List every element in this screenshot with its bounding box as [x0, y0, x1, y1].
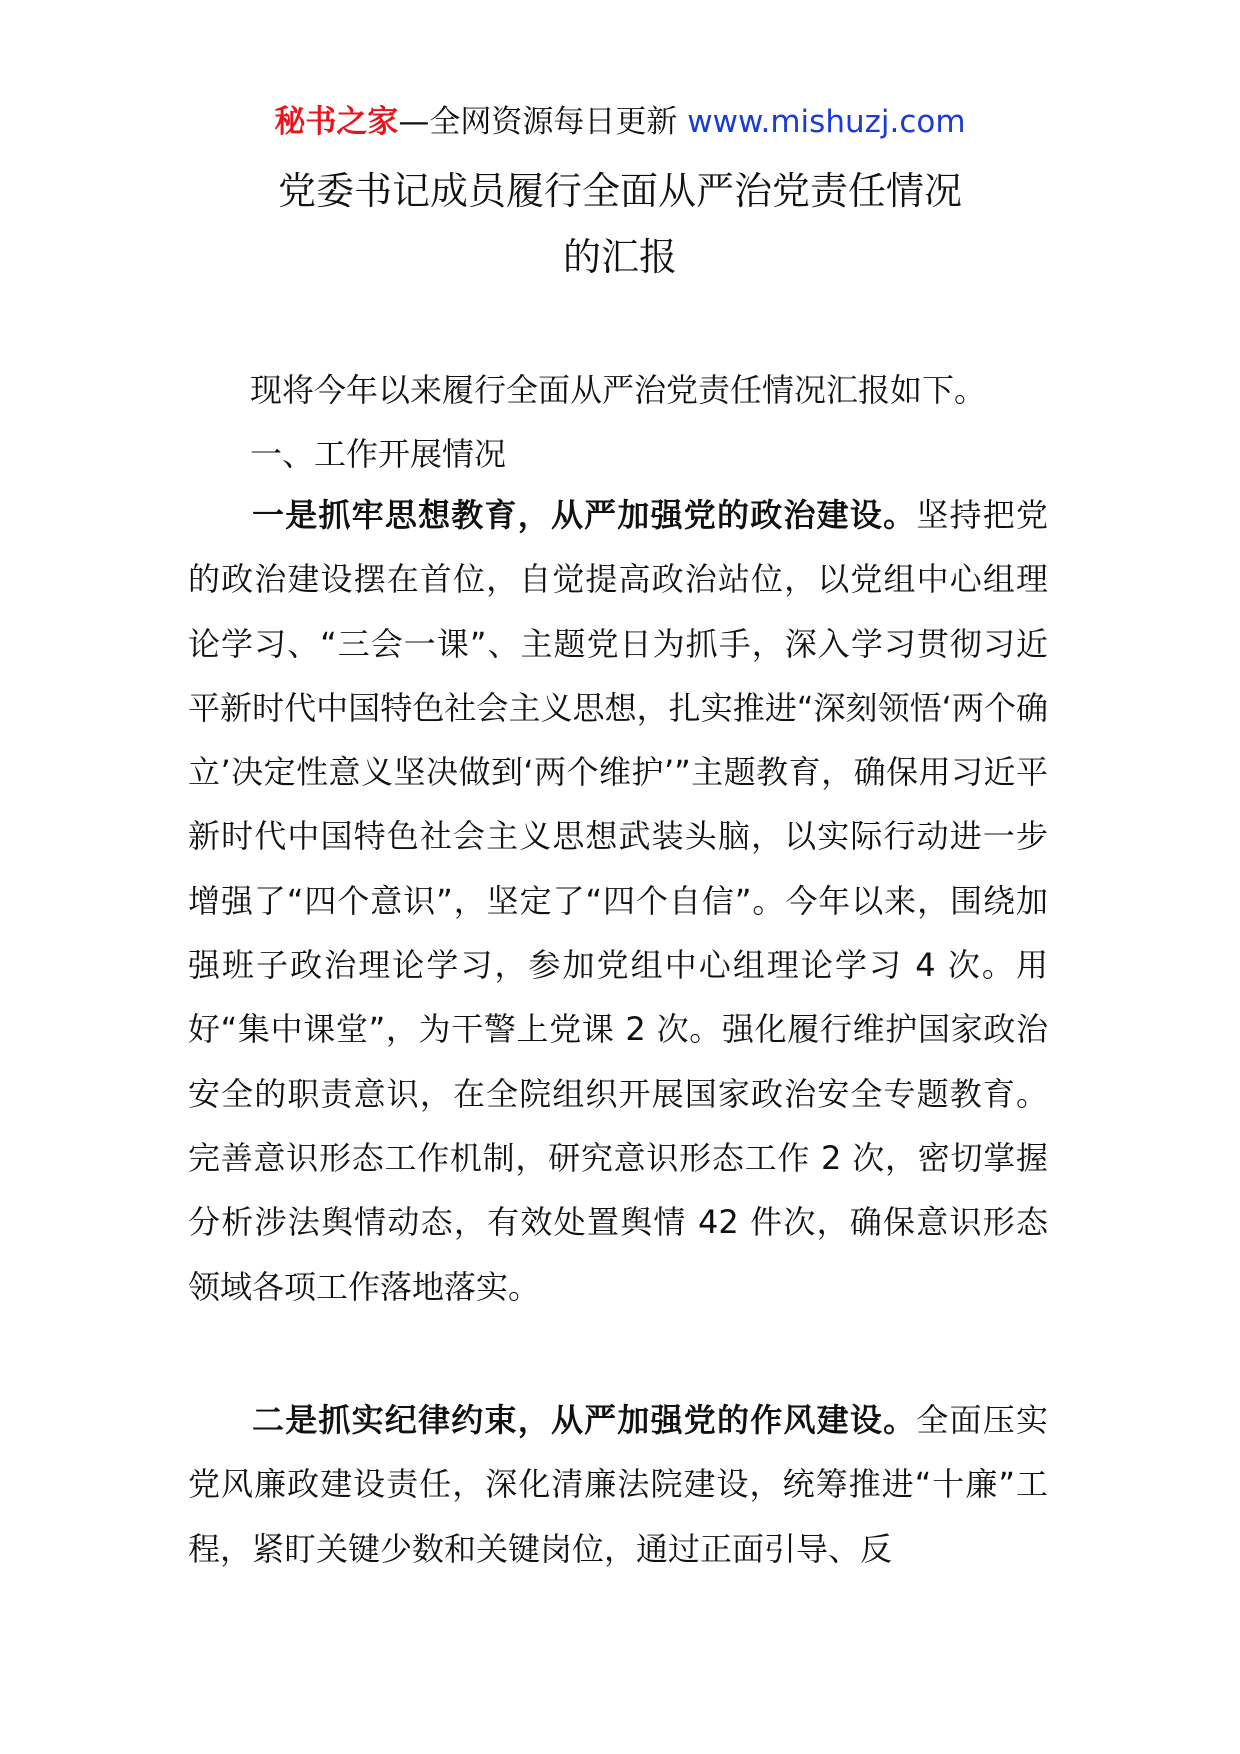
document-title-line-2: 的汇报	[562, 235, 677, 279]
site-banner	[0, 102, 1240, 142]
paragraph-1-body: 坚持把党的政治建设摆在首位，自觉提高政治站位，以党组中心组理论学习、“三会一课”、主题党日为抓手，深入学习贯彻习近平新时代中国特色社会主义思想，扎实推进“深刻领悟‘两个确立’决定性意义坚决做到‘两个维护’”主题教育，确保用习近平新时代中国特色社会主义思想武装头脑，以实际行动进一步增强了“四个意识”，坚定了“四个自信”。今年以来，围绕加强班子政治理论学习，参加党组中心组理论学习 4 次。用好“集中课堂”，为干警上党课 2 次。强化履行维护国家政治安全的职责意识，在全院组织开展国家政治安全专题教育。完善意识形态工作机制，研究意识形态工作 2 次，密切掌握分析涉法舆情动态，有效处置舆情 42 件次，确保意识形态领域各项工作落地落实。	[188, 496, 1048, 1306]
paragraph-2-body: 全面压实党风廉政建设责任，深化清廉法院建设，统筹推进“十廉”工程，紧盯关键少数和关键岗位，通过正面引导、反	[188, 1401, 1048, 1568]
section-heading-1: 一、工作开展情况	[250, 435, 507, 473]
site-link[interactable]: www.mishuzj.com	[687, 104, 966, 140]
document-title-line-1: 党委书记成员履行全面从严治党责任情况	[277, 169, 962, 213]
paragraph-2-lead: 二是抓实纪律约束，从严加强党的作风建设。	[252, 1401, 917, 1439]
paragraph-1-lead: 一是抓牢思想教育，从严加强党的政治建设。	[252, 496, 917, 534]
banner-slogan: —全网资源每日更新	[398, 104, 688, 140]
paragraph-1	[188, 483, 1048, 1319]
paragraph-2	[188, 1388, 1048, 1581]
brand-name[interactable]: 秘书之家	[274, 104, 399, 140]
intro-paragraph: 现将今年以来履行全面从严治党责任情况汇报如下。	[250, 371, 987, 409]
